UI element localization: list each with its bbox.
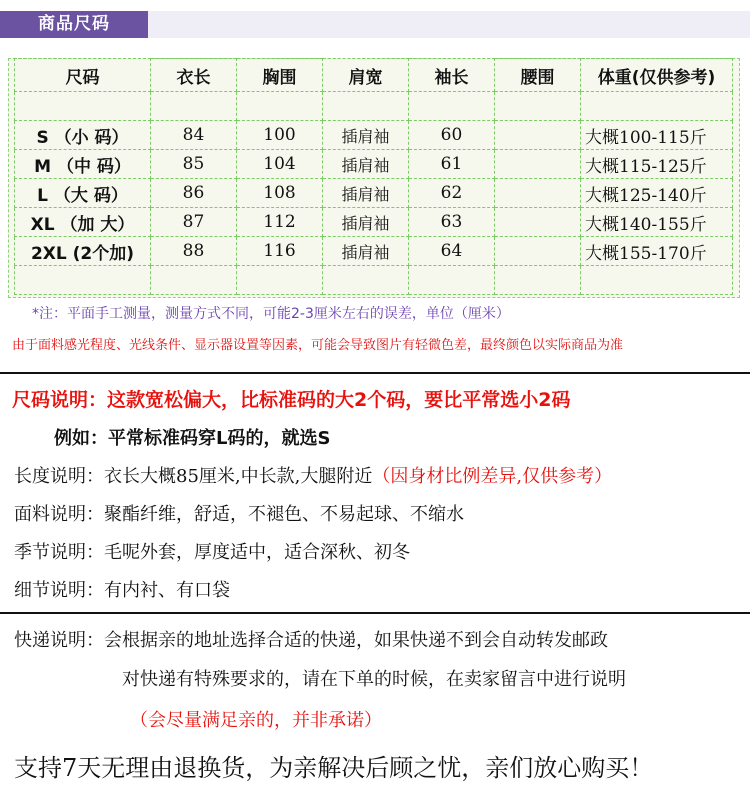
table-row: [15, 237, 733, 266]
length-cell: 84: [151, 121, 237, 150]
waist-cell: [495, 179, 581, 208]
detail-description: 细节说明：有内衬、有口袋: [14, 580, 230, 601]
chest-cell: 108: [237, 179, 323, 208]
chest-cell: 116: [237, 237, 323, 266]
chest-cell: 100: [237, 121, 323, 150]
table-spacer-row: [15, 266, 733, 295]
blank-cell: [581, 92, 733, 121]
weight-cell: 大概100-115斤: [581, 121, 733, 150]
section-title-tab: 商品尺码: [0, 11, 148, 38]
sleeve-cell: 64: [409, 237, 495, 266]
col-header-length: 衣长: [151, 59, 237, 92]
return-policy: 支持7天无理由退换货，为亲解决后顾之忧，亲们放心购买！: [14, 754, 654, 782]
weight-cell: 大概155-170斤: [581, 237, 733, 266]
blank-cell: [15, 266, 151, 295]
blank-cell: [409, 92, 495, 121]
size-cell: 2XL (2个加): [15, 237, 151, 266]
waist-cell: [495, 237, 581, 266]
size-table: [14, 58, 733, 295]
shoulder-cell: 插肩袖: [323, 150, 409, 179]
shipping-requirement: 对快递有特殊要求的，请在下单的时候，在卖家留言中进行说明: [122, 669, 626, 690]
season-description: 季节说明：毛呢外套，厚度适中，适合深秋、初冬: [14, 542, 410, 563]
blank-cell: [151, 266, 237, 295]
length-cell: 88: [151, 237, 237, 266]
size-cell: XL （加 大）: [15, 208, 151, 237]
sleeve-cell: 61: [409, 150, 495, 179]
shoulder-cell: 插肩袖: [323, 179, 409, 208]
sleeve-cell: 60: [409, 121, 495, 150]
size-cell: L （大 码）: [15, 179, 151, 208]
fabric-description: 面料说明：聚酯纤维，舒适，不褪色、不易起球、不缩水: [14, 504, 464, 525]
col-header-size: 尺码: [15, 59, 151, 92]
shipping-disclaimer: （会尽量满足亲的，并非承诺）: [130, 710, 382, 731]
blank-cell: [323, 92, 409, 121]
blank-cell: [581, 266, 733, 295]
table-header-row: [15, 59, 733, 92]
chest-cell: 104: [237, 150, 323, 179]
col-header-sleeve: 袖长: [409, 59, 495, 92]
col-header-weight: 体重(仅供参考): [581, 59, 733, 92]
sleeve-cell: 63: [409, 208, 495, 237]
blank-cell: [15, 92, 151, 121]
blank-cell: [237, 92, 323, 121]
waist-cell: [495, 208, 581, 237]
table-row: [15, 179, 733, 208]
waist-cell: [495, 150, 581, 179]
section-divider: [0, 372, 750, 374]
size-example: 例如：平常标准码穿L码的，就选S: [54, 428, 331, 449]
section-divider: [0, 612, 750, 614]
weight-cell: 大概125-140斤: [581, 179, 733, 208]
col-header-chest: 胸围: [237, 59, 323, 92]
length-cell: 86: [151, 179, 237, 208]
table-row: [15, 121, 733, 150]
size-cell: M （中 码）: [15, 150, 151, 179]
blank-cell: [237, 266, 323, 295]
col-header-waist: 腰围: [495, 59, 581, 92]
color-disclaimer: 由于面料感光程度、光线条件、显示器设置等因素，可能会导致图片有轻微色差，最终颜色以实际商品为准: [12, 338, 624, 353]
table-row: [15, 208, 733, 237]
blank-cell: [495, 266, 581, 295]
length-text: 长度说明：衣长大概85厘米,中长款,大腿附近: [14, 466, 373, 487]
table-spacer-row: [15, 92, 733, 121]
col-header-shoulder: 肩宽: [323, 59, 409, 92]
waist-cell: [495, 121, 581, 150]
size-advice: 尺码说明：这款宽松偏大，比标准码的大2个码，要比平常选小2码: [12, 389, 571, 411]
blank-cell: [323, 266, 409, 295]
shoulder-cell: 插肩袖: [323, 121, 409, 150]
blank-cell: [409, 266, 495, 295]
length-hint: （因身材比例差异,仅供参考）: [372, 466, 613, 487]
length-cell: 87: [151, 208, 237, 237]
weight-cell: 大概140-155斤: [581, 208, 733, 237]
shipping-description: 快递说明：会根据亲的地址选择合适的快递，如果快递不到会自动转发邮政: [14, 630, 608, 651]
table-row: [15, 150, 733, 179]
measurement-note: *注：平面手工测量，测量方式不同，可能2-3厘米左右的误差，单位（厘米）: [32, 306, 510, 322]
chest-cell: 112: [237, 208, 323, 237]
sleeve-cell: 62: [409, 179, 495, 208]
weight-cell: 大概115-125斤: [581, 150, 733, 179]
size-cell: S （小 码）: [15, 121, 151, 150]
length-cell: 85: [151, 150, 237, 179]
length-description: [14, 462, 612, 488]
shoulder-cell: 插肩袖: [323, 208, 409, 237]
blank-cell: [151, 92, 237, 121]
shoulder-cell: 插肩袖: [323, 237, 409, 266]
blank-cell: [495, 92, 581, 121]
